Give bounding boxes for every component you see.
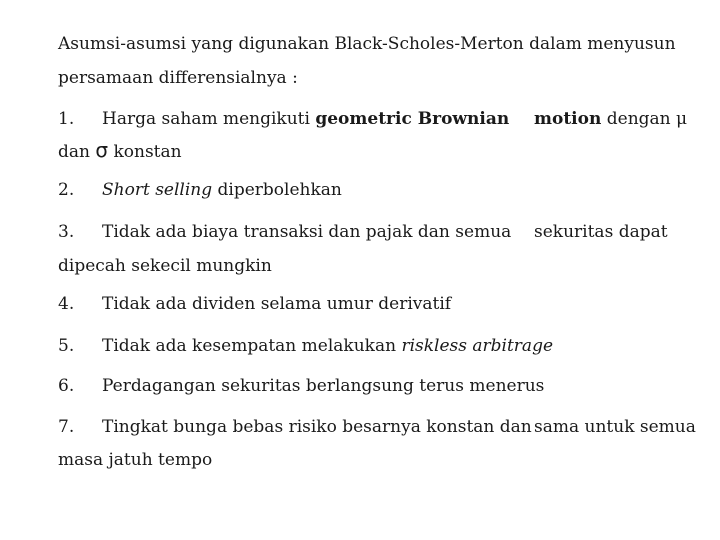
item-text: Harga saham mengikuti	[102, 109, 316, 129]
item-text: Tidak ada biaya transaksi dan pajak dan semua	[102, 222, 512, 242]
item-number: 4.	[58, 294, 75, 314]
assumption-5	[58, 335, 553, 357]
item-bold-term: geometric Brownian	[315, 109, 510, 129]
assumption-4	[58, 293, 451, 315]
item-italic-term: riskless arbitrage	[401, 336, 554, 356]
assumption-1-continuation	[58, 139, 182, 163]
item-text: dengan μ	[601, 109, 688, 129]
assumption-6	[58, 375, 544, 397]
item-text: Perdagangan sekuritas berlangsung terus menerus	[102, 376, 545, 396]
assumption-2	[58, 179, 342, 201]
assumption-7	[58, 416, 532, 438]
item-italic-term: Short selling	[102, 180, 213, 200]
item-number: 6.	[58, 376, 75, 396]
intro-line-1: Asumsi-asumsi yang digunakan Black-Scholes-Merton dalam menyusun	[58, 34, 676, 54]
assumption-3	[58, 221, 511, 243]
assumption-1-right	[534, 108, 687, 130]
item-text: diperbolehkan	[212, 180, 342, 200]
sigma-symbol: σ	[95, 138, 109, 162]
assumption-3-continuation: dipecah sekecil mungkin	[58, 256, 272, 276]
assumption-7-continuation: masa jatuh tempo	[58, 450, 213, 470]
item-number: 7.	[58, 417, 75, 437]
item-number: 2.	[58, 180, 75, 200]
item-text: Tidak ada dividen selama umur derivatif	[102, 294, 452, 314]
intro-line-2: persamaan differensialnya :	[58, 68, 298, 88]
item-number: 1.	[58, 109, 75, 129]
item-number: 3.	[58, 222, 75, 242]
item-text: Tidak ada kesempatan melakukan	[102, 336, 402, 356]
item-bold-term: motion	[534, 109, 602, 129]
assumption-1	[58, 108, 509, 130]
item-text: konstan	[108, 142, 182, 162]
item-text: Tingkat bunga bebas risiko besarnya konstan dan	[102, 417, 532, 437]
item-text: dan	[58, 142, 96, 162]
item-number: 5.	[58, 336, 75, 356]
assumption-7-right: sama untuk semua	[534, 417, 696, 437]
assumption-3-right: sekuritas dapat	[534, 222, 668, 242]
